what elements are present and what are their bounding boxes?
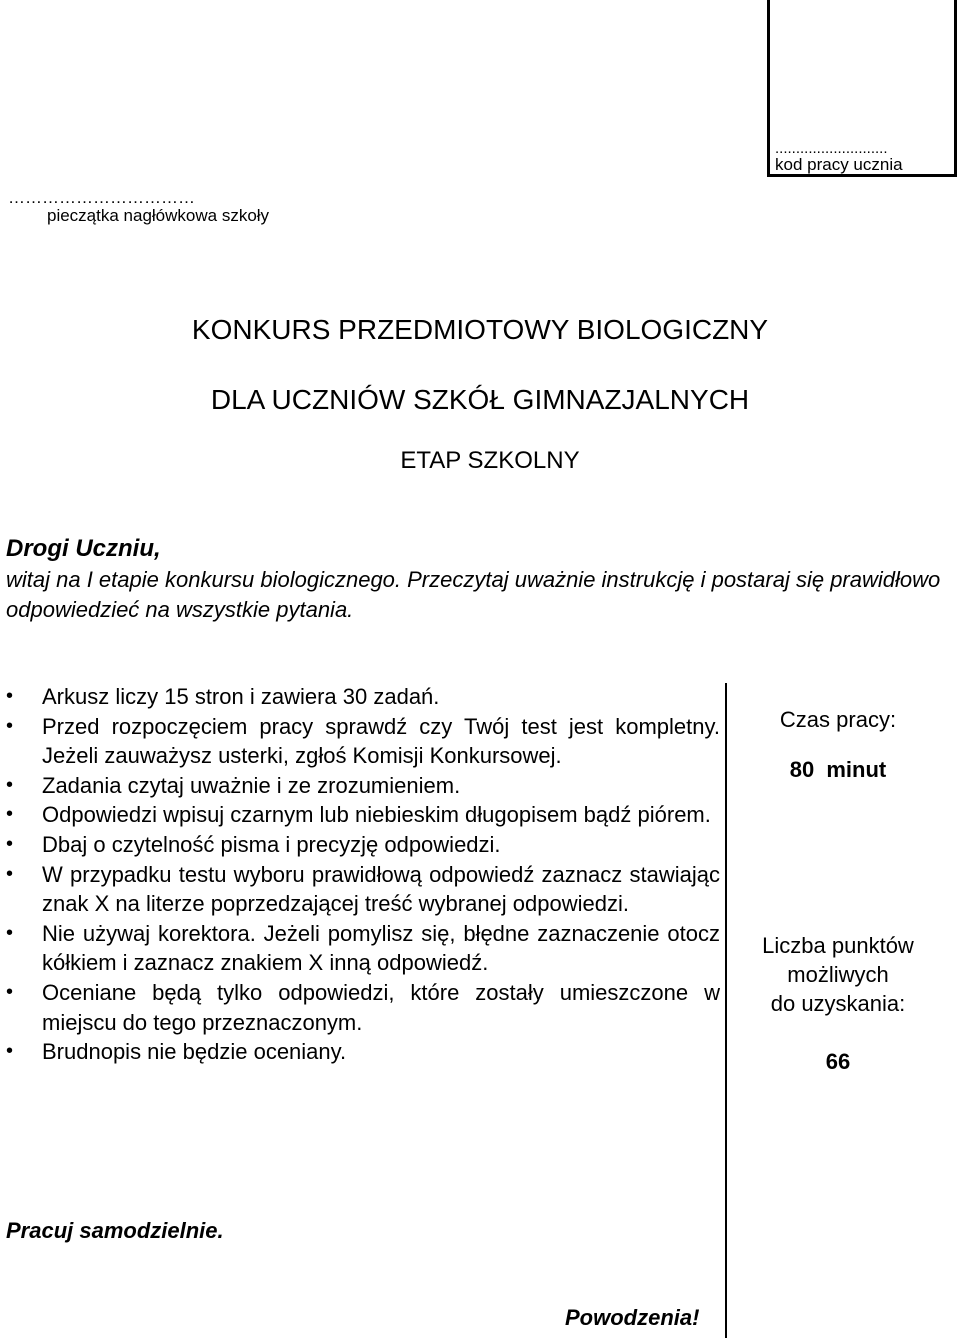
student-code-dots: ........................... xyxy=(775,140,888,157)
contest-title: KONKURS PRZEDMIOTOWY BIOLOGICZNY xyxy=(191,314,769,345)
max-points-value: 66 xyxy=(825,1049,851,1074)
greeting-salutation: Drogi Uczniu, xyxy=(6,535,161,562)
bullet-icon: • xyxy=(6,773,14,796)
instruction-item: • Dbaj o czytelność pisma i precyzję odpowiedzi. xyxy=(0,830,720,860)
instruction-item: • Brudnopis nie będzie oceniany. xyxy=(0,1037,720,1067)
good-luck-note: Powodzenia! xyxy=(565,1305,700,1330)
column-divider xyxy=(725,683,727,1338)
instructions-list xyxy=(0,682,720,1067)
greeting-intro xyxy=(6,565,960,625)
instruction-item: • Arkusz liczy 15 stron i zawiera 30 zadań. xyxy=(0,682,720,712)
instruction-item: • Przed rozpoczęciem pracy sprawdź czy Twój test jest kompletny. Jeżeli zauważysz usterki, zgłoś Komisji Konkursowej. xyxy=(6,713,720,769)
work-alone-note: Pracuj samodzielnie. xyxy=(6,1218,224,1243)
bullet-icon: • xyxy=(6,980,14,1003)
contest-stage: ETAP SZKOLNY xyxy=(400,447,580,474)
instruction-item: • Oceniane będą tylko odpowiedzi, które zostały umieszczone w miejscu do tego przeznaczonym. xyxy=(6,979,720,1035)
contest-audience: DLA UCZNIÓW SZKÓŁ GIMNAZJALNYCH xyxy=(210,384,750,415)
bullet-icon: • xyxy=(6,803,14,826)
bullet-icon: • xyxy=(6,714,14,737)
work-time-value: 80 minut xyxy=(789,757,887,782)
bullet-icon: • xyxy=(6,1040,14,1063)
school-stamp-dots: …………………………… xyxy=(8,188,195,207)
instruction-item: • Zadania czytaj uważnie i ze zrozumieniem. xyxy=(0,771,720,801)
instruction-item: • Odpowiedzi wpisuj czarnym lub niebieskim długopisem bądź piórem. xyxy=(0,800,720,830)
bullet-icon: • xyxy=(6,921,14,944)
student-code-label: kod pracy ucznia xyxy=(775,155,903,174)
max-points-label: Liczba punktów możliwych do uzyskania: xyxy=(762,933,914,1016)
bullet-icon: • xyxy=(6,832,14,855)
instruction-item: • W przypadku testu wyboru prawidłową odpowiedź zaznacz stawiając znak X na literze poprzedzającej treść wybranej odpowiedzi. xyxy=(6,861,720,917)
work-time-label: Czas pracy: xyxy=(779,707,897,732)
school-stamp-label: pieczątka nagłówkowa szkoły xyxy=(47,206,270,225)
instruction-item: • Nie używaj korektora. Jeżeli pomylisz się, błędne zaznaczenie otocz kółkiem i zaznacz znakiem X inną odpowiedź. xyxy=(6,920,720,976)
bullet-icon: • xyxy=(6,685,14,707)
greeting-intro-text: witaj na I etapie konkursu biologicznego. Przeczytaj uważnie instrukcję i postaraj się prawidłowo odpowiedzieć na wszystkie pytania. xyxy=(6,567,941,622)
bullet-icon: • xyxy=(6,862,14,885)
